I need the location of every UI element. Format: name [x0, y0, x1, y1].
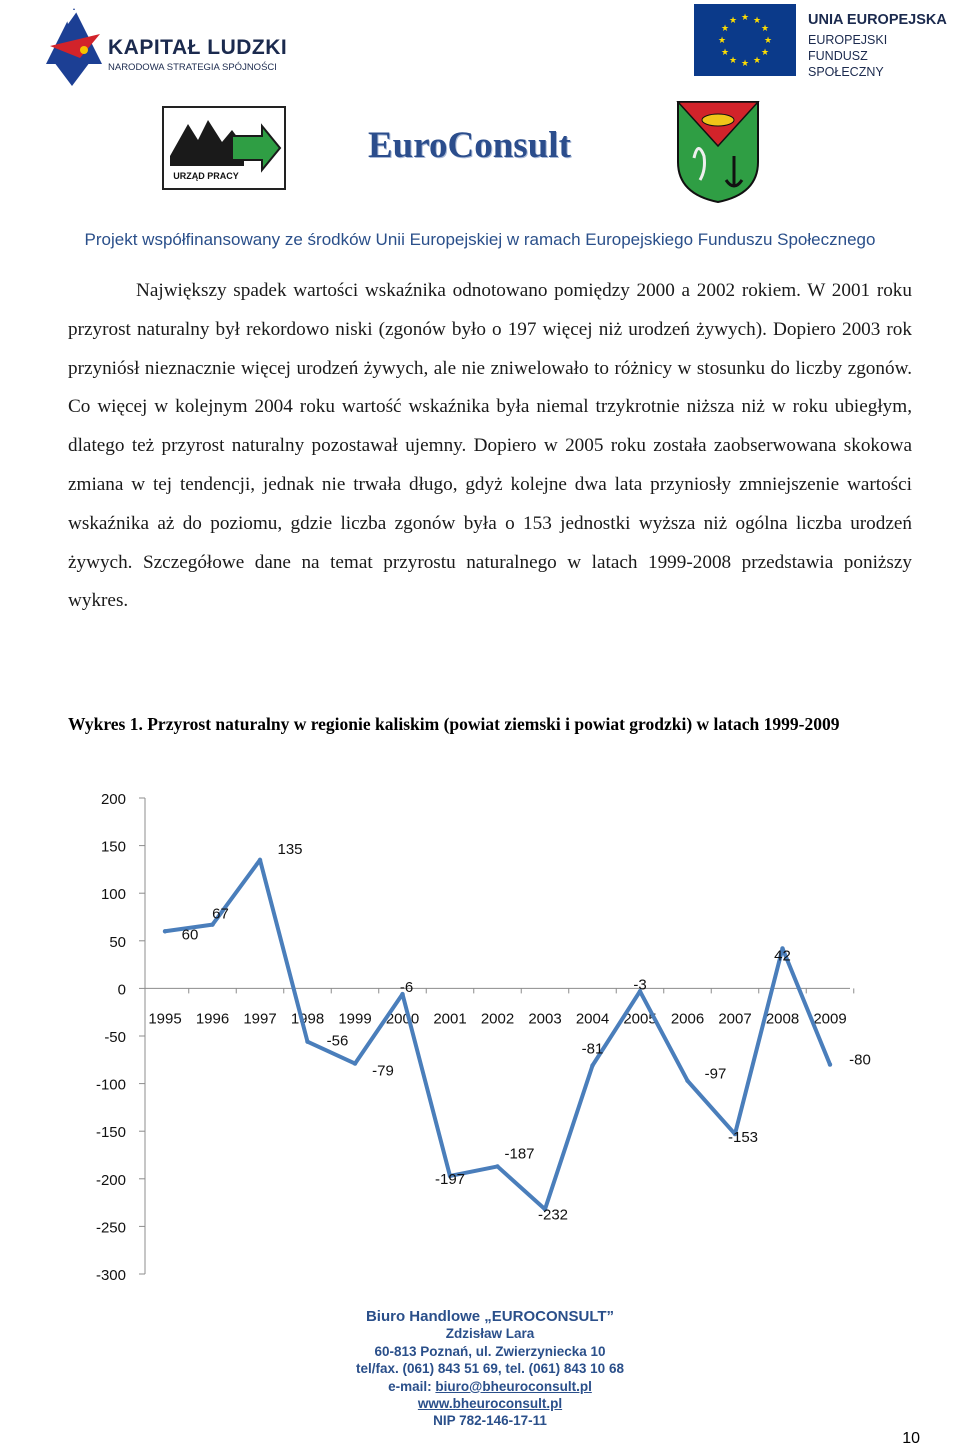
footer-website-line	[280, 1395, 700, 1412]
x-tick-label: 2005	[623, 1010, 657, 1028]
svg-text:★: ★	[752, 56, 762, 66]
svg-text:★: ★	[752, 16, 762, 26]
body-text	[68, 272, 912, 621]
svg-text:★: ★	[740, 59, 750, 69]
data-label: -197	[434, 1170, 466, 1188]
data-label: -79	[372, 1062, 394, 1080]
data-label: 60	[181, 926, 199, 944]
data-label: 135	[277, 840, 303, 858]
footer-phone: tel/fax. (061) 843 51 69, tel. (061) 843 10 68	[356, 1361, 624, 1377]
y-tick-label: -250	[95, 1219, 126, 1237]
footer-email-label: e-mail:	[388, 1378, 436, 1394]
data-label: -232	[537, 1206, 569, 1224]
x-tick-label: 2004	[575, 1010, 610, 1028]
page-number: 10	[902, 1430, 920, 1447]
svg-text:★: ★	[760, 24, 770, 34]
data-point	[163, 929, 167, 933]
svg-text:★: ★	[740, 13, 750, 23]
eu-subtitle-line2: FUNDUSZ SPOŁECZNY	[808, 49, 884, 79]
x-tick-label: 1996	[195, 1010, 230, 1028]
y-tick-label: -150	[95, 1124, 126, 1142]
data-label: 42	[774, 947, 791, 965]
data-label: -187	[504, 1145, 535, 1163]
data-point	[258, 858, 262, 862]
footer-name: Zdzisław Lara	[445, 1326, 535, 1342]
data-point	[210, 922, 214, 926]
y-tick-label: 50	[109, 933, 126, 951]
x-tick-label: 1999	[338, 1010, 372, 1028]
svg-text:★: ★	[720, 48, 730, 58]
eu-subtitle	[808, 32, 944, 80]
svg-text:★: ★	[760, 48, 770, 58]
series-line	[165, 860, 830, 1209]
footer-email-line	[280, 1378, 700, 1395]
coat-of-arms-icon	[676, 100, 760, 204]
y-tick-label: 200	[100, 791, 126, 808]
svg-text:★: ★	[763, 36, 773, 46]
data-label: -6	[399, 979, 414, 997]
x-tick-label: 2007	[718, 1010, 752, 1028]
project-cofinancing-line: Projekt współfinansowany ze środków Unii Europejskiej w ramach Europejskiego Funduszu Społecznego	[84, 230, 876, 249]
y-tick-label: 0	[117, 981, 126, 999]
urzad-pracy-label: URZĄD PRACY	[173, 171, 239, 181]
svg-text:★: ★	[728, 56, 738, 66]
x-tick-label: 2000	[385, 1010, 420, 1028]
natural-growth-line-chart	[0, 780, 960, 1290]
data-label: -56	[326, 1032, 349, 1050]
data-label: -3	[633, 976, 647, 994]
x-tick-label: 2006	[670, 1010, 705, 1028]
data-label: -81	[581, 1040, 604, 1058]
kapital-ludzki-title: KAPITAŁ LUDZKI	[108, 36, 288, 59]
footer-website-link[interactable]: www.bheuroconsult.pl	[417, 1396, 563, 1412]
data-point	[495, 1164, 499, 1168]
footer-company: Biuro Handlowe „EUROCONSULT”	[365, 1308, 615, 1325]
y-tick-label: -200	[95, 1171, 126, 1189]
footer-contact	[280, 1308, 700, 1430]
svg-text:★: ★	[717, 36, 727, 46]
urzad-pracy-emblem-icon	[162, 106, 286, 190]
footer-nip: NIP 782-146-17-11	[433, 1413, 547, 1429]
x-tick-label: 2009	[813, 1010, 847, 1028]
svg-text:★: ★	[720, 24, 730, 34]
figure-caption: Wykres 1. Przyrost naturalny w regionie kaliskim (powiat ziemski i powiat grodzki) w latach 1999-2009	[68, 714, 840, 734]
y-tick-label: 100	[100, 886, 126, 904]
data-point	[353, 1061, 357, 1065]
kapital-ludzki-emblem-icon	[40, 6, 104, 88]
data-point	[685, 1079, 689, 1083]
eu-logo	[694, 4, 947, 79]
data-label: -153	[727, 1129, 759, 1147]
svg-text:★: ★	[728, 16, 738, 26]
eu-flag-icon	[694, 4, 796, 76]
data-point	[305, 1040, 309, 1044]
x-tick-label: 1995	[148, 1010, 182, 1028]
x-tick-label: 1998	[290, 1010, 325, 1028]
euroconsult-logo: EuroConsult	[368, 125, 571, 166]
footer-address: 60-813 Poznań, ul. Zwierzyniecka 10	[374, 1343, 606, 1359]
x-tick-label: 2001	[433, 1010, 467, 1028]
x-tick-label: 2008	[765, 1010, 800, 1028]
kapital-ludzki-logo	[40, 6, 300, 88]
x-tick-label: 2003	[528, 1010, 562, 1028]
data-point	[590, 1063, 594, 1067]
data-point	[828, 1062, 832, 1066]
data-label: -80	[849, 1051, 871, 1069]
eu-subtitle-line1: EUROPEJSKI	[808, 33, 888, 47]
x-tick-label: 2002	[480, 1010, 515, 1028]
y-tick-label: 150	[100, 838, 126, 856]
urzad-pracy-logo	[162, 106, 286, 190]
body-paragraph: Największy spadek wartości wskaźnika odnotowano pomiędzy 2000 a 2002 rokiem. W 2001 roku przyrost naturalny był rekordowo niski (zgonów było o 197 więcej niż urodzeń żywych). Dopiero 2003 rok przyniósł nieznacznie więcej urodzeń żywych, ale nie zniwelowało to różnicy w stosunku do liczby zgonów. Co więcej w kolejnym 2004 roku wartość wskaźnika była niemal trzykrotnie niższa niż w roku ubiegłym, dlatego też przyrost naturalny pozostawał ujemny. Dopiero w 2005 roku została zaobserwowana skokowa zmiana w tej tendencji, jednak nie trwała długo, gdyż kolejne dwa lata przyniosły zmniejszenie wartości wskaźnika aż do poziomu, gdzie liczba zgonów była o 153 jednostki wyższa niż ogólna liczba urodzeń żywych. Szczegółowe dane na temat przyrostu naturalnego w latach 1999-2008 przedstawia poniższy wykres.	[68, 280, 912, 612]
data-label: 67	[212, 905, 229, 923]
y-tick-label: -50	[104, 1029, 126, 1046]
x-tick-label: 1997	[243, 1010, 277, 1028]
kapital-ludzki-subtitle: NARODOWA STRATEGIA SPÓJNOŚCI	[108, 62, 277, 73]
footer-email-link[interactable]: biuro@bheuroconsult.pl	[435, 1378, 592, 1394]
eu-title: UNIA EUROPEJSKA	[808, 12, 947, 28]
y-tick-label: -300	[95, 1267, 126, 1284]
y-tick-label: -100	[95, 1076, 126, 1094]
data-label: -97	[704, 1065, 727, 1083]
